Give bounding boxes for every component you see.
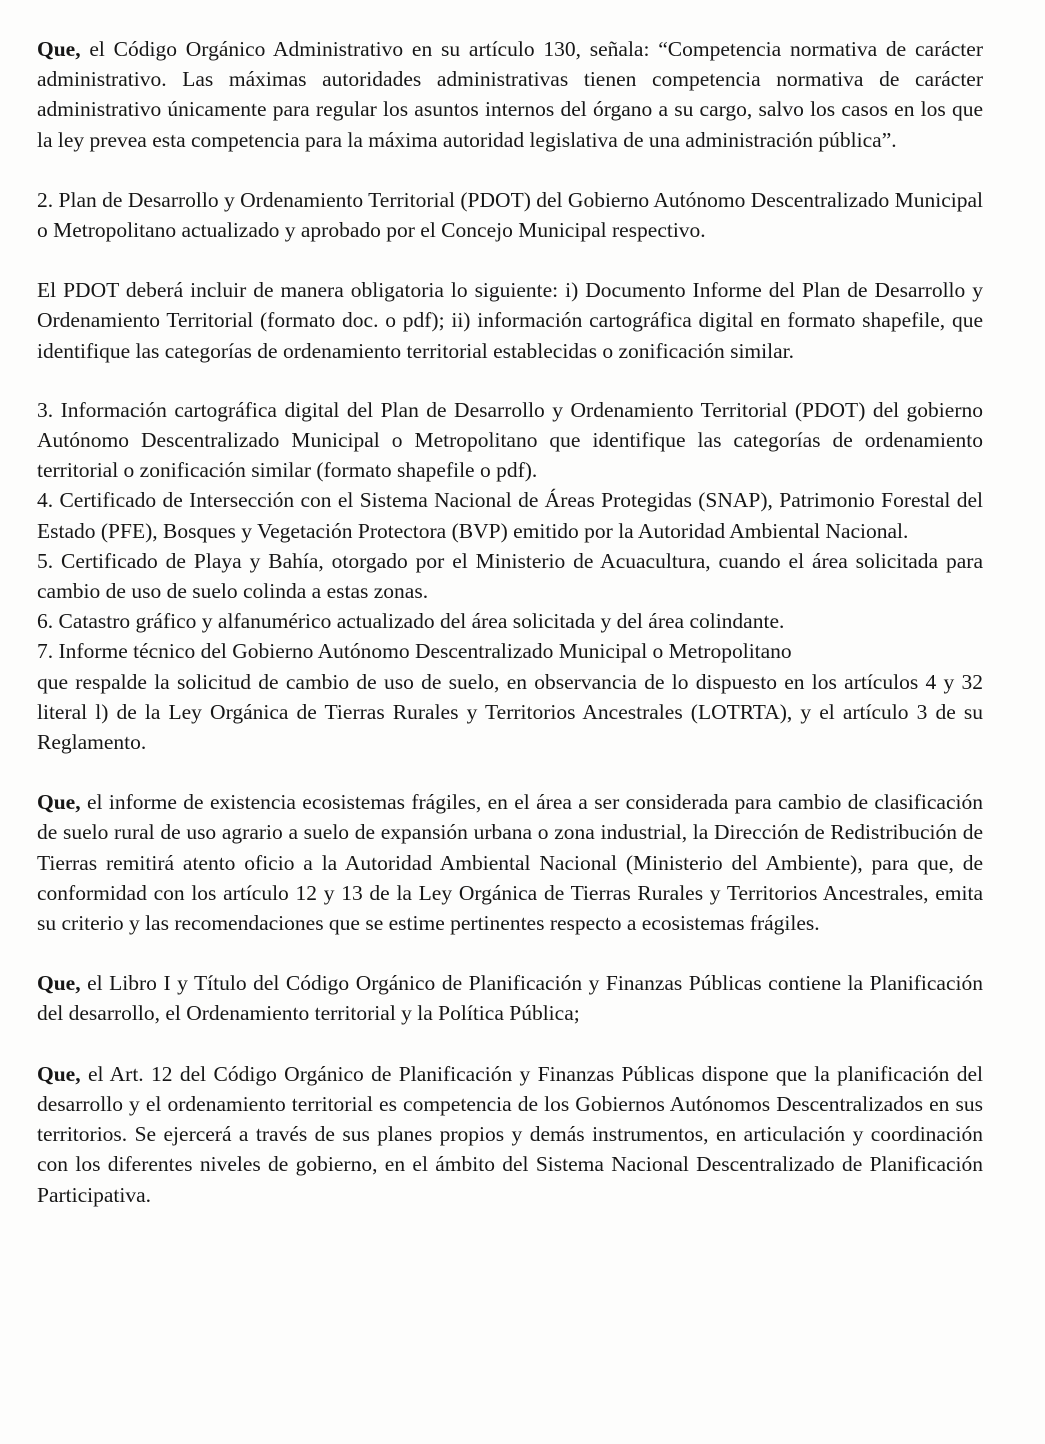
paragraph-text: el Libro I y Título del Código Orgánico de Planificación y Finanzas Públicas contiene la Planificación del desarrollo, el Ordenamiento territorial y la Política Pública; [37, 971, 983, 1026]
paragraph-spacer [37, 366, 983, 395]
paragraph-lead: Que, [37, 790, 81, 815]
paragraph-text: 5. Certificado de Playa y Bahía, otorgado por el Ministerio de Acuacultura, cuando el área solicitada para cambio de uso de suelo colinda a estas zonas. [37, 548, 983, 604]
list-item-6-catastro [37, 606, 983, 636]
paragraph-pdot-requirements [37, 275, 983, 366]
paragraph-que-ecosistemas-fragiles [37, 787, 983, 938]
paragraph-text: el Código Orgánico Administrativo en su artículo 130, señala: “Competencia normativa de carácter administrativo. Las máximas autoridades administrativas tienen competencia normativa de carácter administrativo únicamente para regular los asuntos internos del órgano a su cargo, salvo los casos en los que la ley prevea esta competencia para la máxima autoridad legislativa de una administración pública”. [37, 37, 983, 152]
paragraph-text: 3. Información cartográfica digital del Plan de Desarrollo y Ordenamiento Territorial (PDOT) del gobierno Autónomo Descentralizado Municipal o Metropolitano que identifique las categorías de ordenamiento territorial o zonificación similar (formato shapefile o pdf). [37, 397, 983, 483]
paragraph-text: 7. Informe técnico del Gobierno Autónomo Descentralizado Municipal o Metropolitano [37, 639, 792, 664]
paragraph-lead: Que, [37, 37, 81, 61]
paragraph-text: 6. Catastro gráfico y alfanumérico actualizado del área solicitada y del área colindante. [37, 609, 785, 634]
paragraph-text: El PDOT deberá incluir de manera obligatoria lo siguiente: i) Documento Informe del Plan de Desarrollo y Ordenamiento Territorial (formato doc. o pdf); ii) información cartográfica digital en formato shapefile, que identifique las categorías de ordenamiento territorial establecidas o zonificación similar. [37, 278, 983, 363]
list-item-7-informe-tecnico-line1 [37, 636, 983, 666]
paragraph-lead: Que, [37, 971, 81, 996]
list-item-3-cartografia [37, 395, 983, 486]
paragraph-lead: Que, [37, 1061, 81, 1086]
paragraph-text: 4. Certificado de Intersección con el Sistema Nacional de Áreas Protegidas (SNAP), Patrimonio Forestal del Estado (PFE), Bosques y Vegetación Protectora (BVP) emitido por la Autoridad Ambiental Nacional. [37, 488, 983, 543]
paragraph-text: el informe de existencia ecosistemas frágiles, en el área a ser considerada para cambio de clasificación de suelo rural de uso agrario a suelo de expansión urbana o zona industrial, la Dirección de Redistribución de Tierras remitirá atento oficio a la Autoridad Ambiental Nacional (Ministerio del Ambiente), para que, de conformidad con los artículo 12 y 13 de la Ley Orgánica de Tierras Rurales y Territorios Ancestrales, emita su criterio y las recomendaciones que se estime pertinentes respecto a ecosistemas frágiles. [37, 790, 983, 936]
paragraph-spacer [37, 757, 983, 787]
document-body [37, 34, 983, 1210]
list-item-7-informe-tecnico-rest [37, 667, 983, 758]
paragraph-spacer [37, 938, 983, 968]
paragraph-spacer [37, 1029, 983, 1059]
list-item-2-pdot [37, 185, 983, 245]
list-item-4-certificado-interseccion [37, 485, 983, 545]
paragraph-que-libro-i [37, 968, 983, 1028]
paragraph-spacer [37, 155, 983, 185]
paragraph-text: 2. Plan de Desarrollo y Ordenamiento Territorial (PDOT) del Gobierno Autónomo Descentralizado Municipal o Metropolitano actualizado y aprobado por el Concejo Municipal respectivo. [37, 187, 983, 243]
paragraph-que-art-12 [37, 1059, 983, 1210]
paragraph-que-codigo-administrativo [37, 34, 983, 155]
paragraph-text: el Art. 12 del Código Orgánico de Planificación y Finanzas Públicas dispone que la planificación del desarrollo y el ordenamiento territorial es competencia de los Gobiernos Autónomos Descentralizados en sus territorios. Se ejercerá a través de sus planes propios y demás instrumentos, en articulación y coordinación con los diferentes niveles de gobierno, en el ámbito del Sistema Nacional Descentralizado de Planificación Participativa. [37, 1061, 983, 1207]
paragraph-spacer [37, 245, 983, 275]
paragraph-text: que respalde la solicitud de cambio de uso de suelo, en observancia de lo dispuesto en los artículos 4 y 32 literal l) de la Ley Orgánica de Tierras Rurales y Territorios Ancestrales (LOTRTA), y el artículo 3 de su Reglamento. [37, 669, 983, 755]
list-item-5-certificado-playa [37, 546, 983, 606]
